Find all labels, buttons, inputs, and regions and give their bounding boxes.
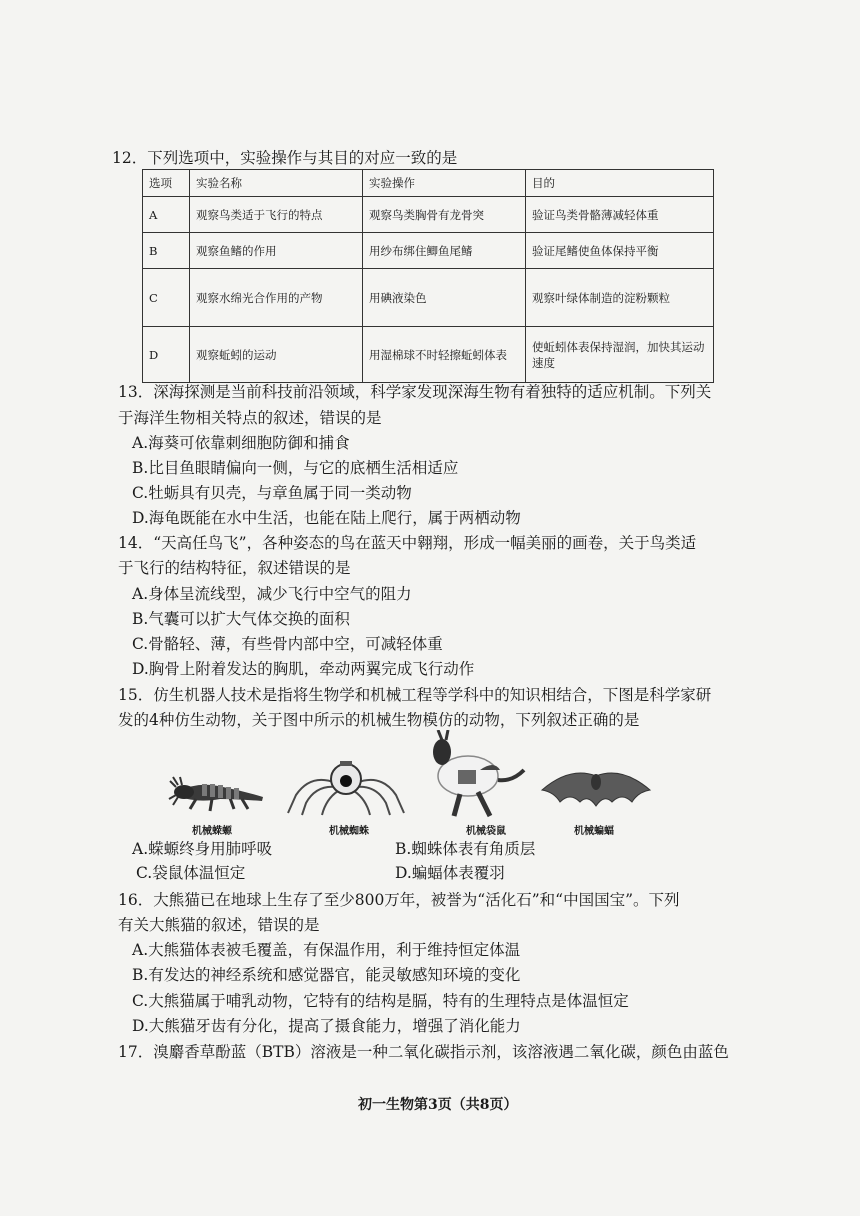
- table-row: [143, 327, 714, 383]
- q14-option-b: B.气囊可以扩大气体交换的面积: [132, 610, 350, 628]
- q14-option-d: D.胸骨上附着发达的胸肌，牵动两翼完成飞行动作: [132, 660, 475, 678]
- table-row: [143, 233, 714, 269]
- table-cell: 观察鸟类适于飞行的特点: [190, 197, 363, 233]
- table-cell: 用碘液染色: [363, 269, 526, 327]
- table-header-row: [143, 170, 714, 197]
- table-cell: 观察叶绿体制造的淀粉颗粒: [526, 269, 714, 327]
- table-header-cell: 选项: [143, 170, 190, 197]
- q13-option-d: D.海龟既能在水中生活，也能在陆上爬行，属于两栖动物: [132, 509, 521, 527]
- q14-stem-line2: 于飞行的结构特征，叙述错误的是: [118, 559, 351, 577]
- q15-stem-line1: 15．仿生机器人技术是指将生物学和机械工程等学科中的知识相结合，下图是科学家研: [118, 686, 712, 704]
- caption-salamander: 机械蝾螈: [192, 826, 232, 837]
- q16-stem-line1: 16．大熊猫已在地球上生存了至少800万年，被誉为“活化石”和“中国国宝”。下列: [118, 891, 680, 909]
- q14-stem-line1: 14．“天高任鸟飞”，各种姿态的鸟在蓝天中翱翔，形成一幅美丽的画卷，关于鸟类适: [118, 534, 697, 552]
- table-cell: 验证鸟类骨骼薄减轻体重: [526, 197, 714, 233]
- table-cell: 观察水绵光合作用的产物: [190, 269, 363, 327]
- q13-option-a: A.海葵可依靠刺细胞防御和捕食: [132, 434, 350, 452]
- table-cell: C: [143, 269, 190, 327]
- table-cell: 观察鸟类胸骨有龙骨突: [363, 197, 526, 233]
- q15-option-a: A.蝾螈终身用肺呼吸: [132, 840, 273, 858]
- q13-stem-line1: 13．深海探测是当前科技前沿领域，科学家发现深海生物有着独特的适应机制。下列关: [118, 383, 712, 401]
- caption-bat: 机械蝙蝠: [574, 826, 614, 837]
- q16-option-b: B.有发达的神经系统和感觉器官，能灵敏感知环境的变化: [132, 966, 521, 984]
- q15-option-d: D.蝙蝠体表覆羽: [395, 864, 505, 882]
- table-cell: 使蚯蚓体表保持湿润，加快其运动速度: [526, 327, 714, 383]
- table-row: [143, 197, 714, 233]
- page-footer: 初一生物第3页（共8页）: [358, 1097, 518, 1113]
- caption-kangaroo: 机械袋鼠: [466, 826, 506, 837]
- table-cell: 观察蚯蚓的运动: [190, 327, 363, 383]
- robot-salamander-image: [168, 765, 268, 820]
- q14-option-a: A.身体呈流线型，减少飞行中空气的阻力: [132, 585, 412, 603]
- table-cell: B: [143, 233, 190, 269]
- table-cell: 用纱布绑住鲫鱼尾鳍: [363, 233, 526, 269]
- q15-stem-line2: 发的4种仿生动物，关于图中所示的机械生物模仿的动物，下列叙述正确的是: [118, 711, 640, 729]
- q14-option-c: C.骨骼轻、薄，有些骨内部中空，可减轻体重: [132, 635, 443, 653]
- q16-option-c: C.大熊猫属于哺乳动物，它特有的结构是膈，特有的生理特点是体温恒定: [132, 992, 629, 1010]
- table-header-cell: 实验名称: [190, 170, 363, 197]
- q16-stem-line2: 有关大熊猫的叙述，错误的是: [118, 916, 320, 934]
- table-cell: 验证尾鳍使鱼体保持平衡: [526, 233, 714, 269]
- caption-spider: 机械蜘蛛: [329, 826, 369, 837]
- table-cell: 用湿棉球不时轻擦蚯蚓体表: [363, 327, 526, 383]
- table-cell: A: [143, 197, 190, 233]
- q17-stem-line1: 17．溴麝香草酚蓝（BTB）溶液是一种二氧化碳指示剂，该溶液遇二氧化碳，颜色由蓝色: [118, 1043, 729, 1061]
- q15-option-b: B.蜘蛛体表有角质层: [395, 840, 536, 858]
- table-header-cell: 实验操作: [363, 170, 526, 197]
- q12-stem: 12．下列选项中，实验操作与其目的对应一致的是: [112, 149, 458, 167]
- q16-option-a: A.大熊猫体表被毛覆盖，有保温作用，利于维持恒定体温: [132, 941, 521, 959]
- q16-option-d: D.大熊猫牙齿有分化，提高了摄食能力，增强了消化能力: [132, 1017, 521, 1035]
- q13-option-c: C.牡蛎具有贝壳，与章鱼属于同一类动物: [132, 484, 412, 502]
- table-header-cell: 目的: [526, 170, 714, 197]
- table-cell: 观察鱼鳍的作用: [190, 233, 363, 269]
- table-row: [143, 269, 714, 327]
- robot-spider-image: [276, 745, 416, 820]
- q12-table: [142, 169, 714, 383]
- table-cell: D: [143, 327, 190, 383]
- q13-option-b: B.比目鱼眼睛偏向一侧，与它的底栖生活相适应: [132, 459, 459, 477]
- q15-option-c: C.袋鼠体温恒定: [136, 864, 246, 882]
- robot-bat-image: [540, 762, 652, 820]
- robot-kangaroo-image: [420, 730, 530, 820]
- q13-stem-line2: 于海洋生物相关特点的叙述，错误的是: [118, 409, 382, 427]
